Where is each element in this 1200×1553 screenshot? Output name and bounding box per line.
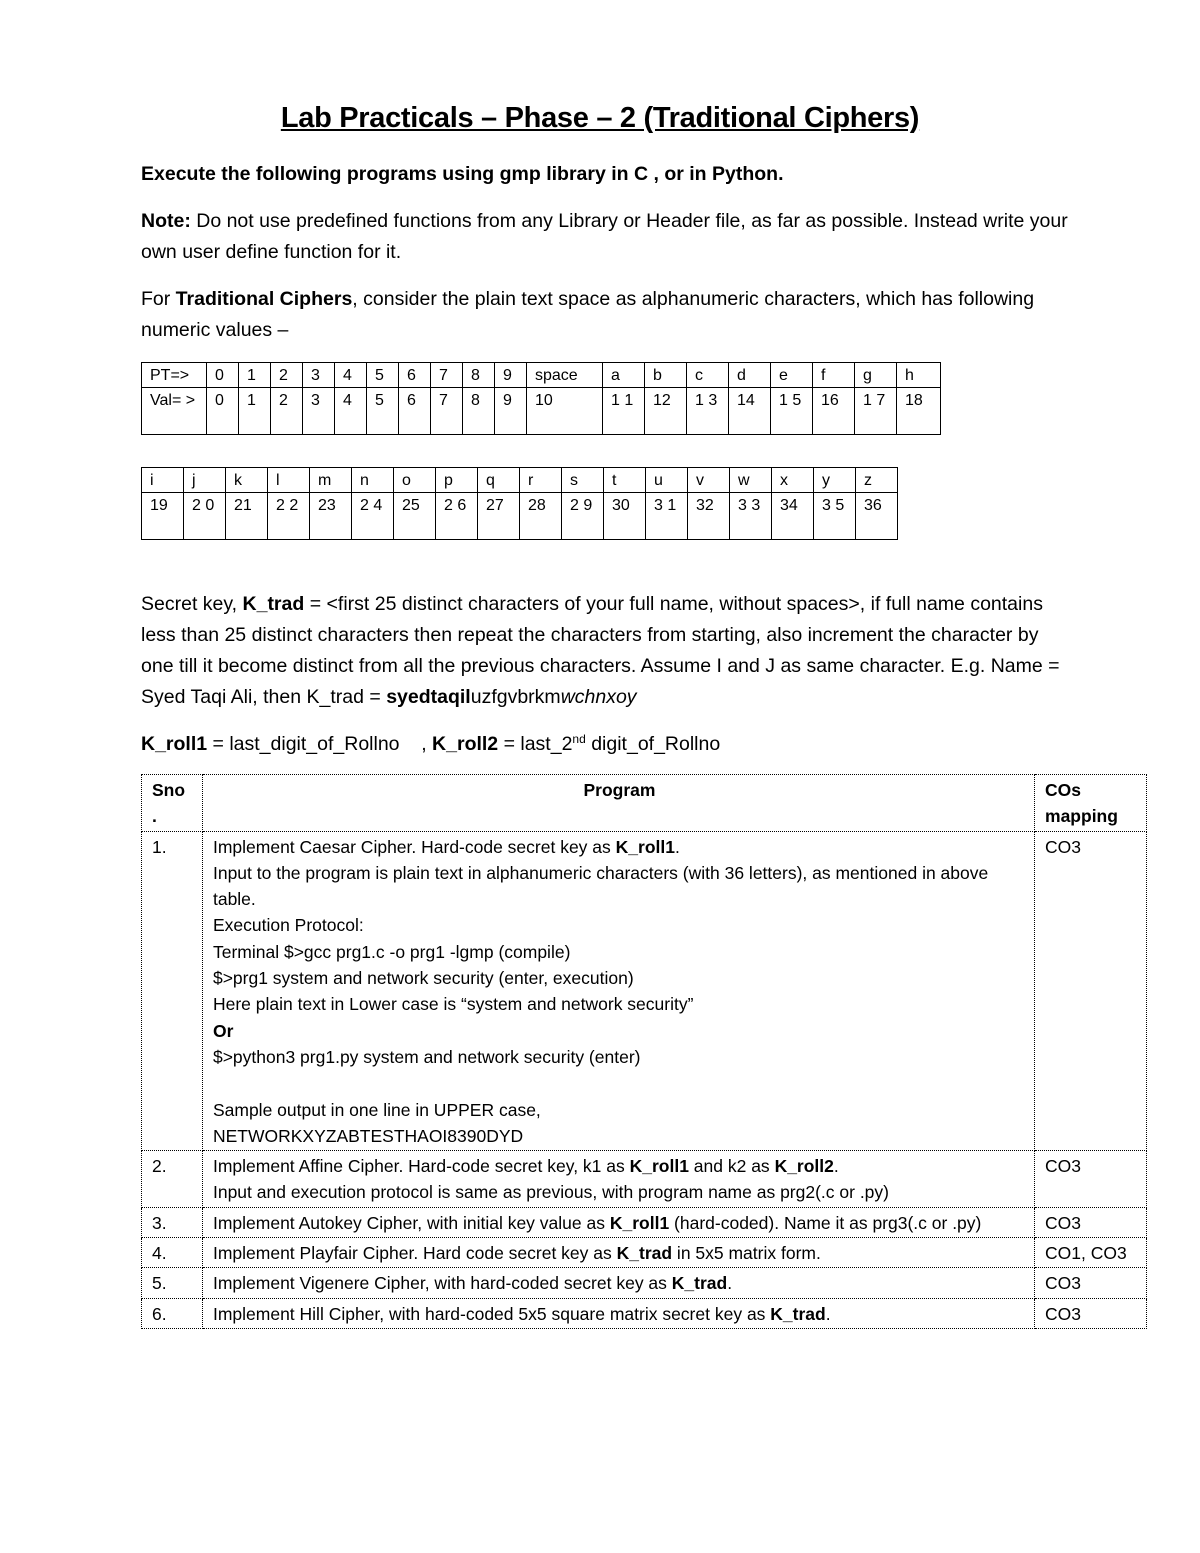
k-roll2-text-a: = last_2 — [498, 733, 573, 755]
pt-cell: 1 — [239, 363, 271, 388]
val-label-cell: Val= > — [142, 388, 207, 435]
pt-cell: p — [436, 468, 478, 493]
val-cell: 18 — [897, 388, 941, 435]
example-key-bold: syedtaqil — [386, 686, 471, 708]
val-cell: 23 — [310, 493, 352, 540]
pt-cell: d — [729, 363, 771, 388]
pt-cell: l — [268, 468, 310, 493]
cos-cell: CO1, CO3 — [1035, 1238, 1147, 1268]
pt-cell: h — [897, 363, 941, 388]
val-cell: 1 5 — [771, 388, 813, 435]
pt-cell: m — [310, 468, 352, 493]
val-cell: 1 3 — [687, 388, 729, 435]
val-cell: 25 — [394, 493, 436, 540]
val-cell: 2 0 — [184, 493, 226, 540]
val-cell: 16 — [813, 388, 855, 435]
val-cell: 4 — [335, 388, 367, 435]
program-row — [142, 1207, 1147, 1237]
val-cell: 2 9 — [562, 493, 604, 540]
cos-cell: CO3 — [1035, 1207, 1147, 1237]
pt-cell: q — [478, 468, 520, 493]
pt-cell: c — [687, 363, 729, 388]
program-cell — [202, 1298, 1034, 1328]
program-line: Implement Hill Cipher, with hard-coded 5x5 square matrix secret key as K_trad. — [212, 1303, 831, 1324]
program-line: $>prg1 system and network security (enter, execution) — [212, 968, 634, 989]
secret-key-paragraph — [141, 589, 1066, 713]
sno-cell: 1. — [142, 831, 203, 1151]
pt-cell: x — [772, 468, 814, 493]
pt-cell: a — [603, 363, 645, 388]
val-cell: 3 1 — [646, 493, 688, 540]
val-cell: 8 — [463, 388, 495, 435]
program-line: $>python3 prg1.py system and network security (enter) — [212, 1046, 641, 1067]
pt-cell: f — [813, 363, 855, 388]
k-trad-label: K_trad — [242, 593, 305, 615]
program-line: Implement Caesar Cipher. Hard-code secret key as K_roll1. — [212, 836, 680, 857]
pt-cell: s — [562, 468, 604, 493]
pt-cell: space — [527, 363, 603, 388]
example-key-italic: wchnxoy — [560, 686, 637, 708]
val-row — [142, 388, 941, 435]
val-cell: 2 2 — [268, 493, 310, 540]
program-cell — [202, 831, 1034, 1151]
plaintext-value-table-2 — [141, 467, 898, 540]
program-line: Implement Vigenere Cipher, with hard-coded secret key as K_trad. — [212, 1273, 733, 1294]
pt-cell: i — [142, 468, 184, 493]
program-row — [142, 1298, 1147, 1328]
program-line: Or — [212, 1020, 234, 1041]
pt-cell: 7 — [431, 363, 463, 388]
pt-cell: b — [645, 363, 687, 388]
val-cell: 32 — [688, 493, 730, 540]
k-roll2-label: K_roll2 — [432, 733, 499, 755]
program-line: Implement Playfair Cipher. Hard code secret key as K_trad in 5x5 matrix form. — [212, 1243, 821, 1264]
cos-cell: CO3 — [1035, 1151, 1147, 1208]
page-title: Lab Practicals – Phase – 2 (Traditional Ciphers) — [280, 102, 920, 134]
pt-cell: 3 — [303, 363, 335, 388]
cos-cell: CO3 — [1035, 1298, 1147, 1328]
val-cell: 7 — [431, 388, 463, 435]
secret-key-pre: Secret key, — [141, 593, 243, 615]
program-line: NETWORKXYZABTESTHAOI8390DYD — [212, 1125, 524, 1146]
val-cell: 14 — [729, 388, 771, 435]
pt-cell: r — [520, 468, 562, 493]
pt-cell: k — [226, 468, 268, 493]
pt-row — [142, 468, 898, 493]
program-line: Execution Protocol: — [212, 915, 364, 936]
pt-cell: 0 — [207, 363, 239, 388]
sno-cell: 3. — [142, 1207, 203, 1237]
program-line: Input and execution protocol is same as previous, with program name as prg2(.c or .py) — [212, 1182, 889, 1203]
val-cell: 2 4 — [352, 493, 394, 540]
instruction-text: Execute the following programs using gmp library in C , or in Python. — [141, 163, 784, 185]
pt-cell: j — [184, 468, 226, 493]
pt-cell: v — [688, 468, 730, 493]
pt-label-cell: PT=> — [142, 363, 207, 388]
cos-cell: CO3 — [1035, 1268, 1147, 1298]
program-cell — [202, 1207, 1034, 1237]
program-line: Terminal $>gcc prg1.c -o prg1 -lgmp (compile) — [212, 941, 571, 962]
program-line: Implement Autokey Cipher, with initial key value as K_roll1 (hard-coded). Name it as prg3(.c or .py) — [212, 1212, 982, 1233]
sno-cell: 6. — [142, 1298, 203, 1328]
val-cell: 2 — [271, 388, 303, 435]
pt-cell: 2 — [271, 363, 303, 388]
program-line: Sample output in one line in UPPER case, — [212, 1099, 541, 1120]
program-cell — [202, 1151, 1034, 1208]
pt-cell: o — [394, 468, 436, 493]
val-cell: 34 — [772, 493, 814, 540]
example-key-normal: uzfgvbrkm — [470, 686, 561, 708]
pt-cell: t — [604, 468, 646, 493]
program-cell — [202, 1268, 1034, 1298]
program-row — [142, 1238, 1147, 1268]
val-cell: 1 7 — [855, 388, 897, 435]
val-cell: 3 — [303, 388, 335, 435]
val-cell: 6 — [399, 388, 431, 435]
val-cell: 5 — [367, 388, 399, 435]
pt-row — [142, 363, 941, 388]
header-sno: Sno . — [142, 775, 203, 832]
note-text: Do not use predefined functions from any Library or Header file, as far as possible. Instead write your own user define function for it. — [141, 210, 1068, 263]
pt-cell: 8 — [463, 363, 495, 388]
sno-cell: 4. — [142, 1238, 203, 1268]
pt-cell: n — [352, 468, 394, 493]
val-cell: 3 5 — [814, 493, 856, 540]
header-program: Program — [202, 775, 1034, 832]
val-cell: 9 — [495, 388, 527, 435]
program-row — [142, 831, 1147, 1151]
cos-cell: CO3 — [1035, 831, 1147, 1151]
plaintext-value-table-1 — [141, 362, 941, 435]
secret-key-text: = <first 25 distinct characters of your full name, without spaces>, if full name contains less than 25 distinct characters then repeat the characters from starting, also increment the character by one till it become distinct from all the previous characters. Assume I and J as same character. E.g. Name = Syed Taqi Ali, then K_trad = — [141, 593, 1060, 708]
val-cell: 21 — [226, 493, 268, 540]
program-line: Input to the program is plain text in alphanumeric characters (with 36 letters), as mentioned in above table. — [212, 862, 989, 910]
program-row — [142, 1151, 1147, 1208]
program-cell — [202, 1238, 1034, 1268]
program-table-header — [142, 775, 1147, 832]
pt-cell: g — [855, 363, 897, 388]
val-cell: 30 — [604, 493, 646, 540]
pt-cell: w — [730, 468, 772, 493]
pt-cell: 9 — [495, 363, 527, 388]
val-cell: 0 — [207, 388, 239, 435]
val-cell: 2 6 — [436, 493, 478, 540]
val-cell: 1 — [239, 388, 271, 435]
traditional-bold: Traditional Ciphers — [175, 288, 353, 310]
pt-cell: 4 — [335, 363, 367, 388]
val-cell: 36 — [856, 493, 898, 540]
val-cell: 19 — [142, 493, 184, 540]
val-cell: 27 — [478, 493, 520, 540]
note-label: Note: — [141, 210, 191, 232]
traditional-suffix: , consider the plain text space as alphanumeric characters, which has following numeric values – — [141, 288, 1035, 341]
val-cell: 1 1 — [603, 388, 645, 435]
sno-cell: 5. — [142, 1268, 203, 1298]
program-line — [213, 1070, 1026, 1096]
val-cell: 10 — [527, 388, 603, 435]
program-line: Here plain text in Lower case is “system and network security” — [212, 994, 694, 1015]
val-cell: 28 — [520, 493, 562, 540]
pt-cell: 6 — [399, 363, 431, 388]
program-row — [142, 1268, 1147, 1298]
k-roll2-text-b: digit_of_Rollno — [585, 733, 721, 755]
pt-cell: z — [856, 468, 898, 493]
traditional-paragraph — [141, 284, 1071, 346]
val-row — [142, 493, 898, 540]
traditional-prefix: For — [141, 288, 176, 310]
pt-cell: 5 — [367, 363, 399, 388]
note-paragraph — [141, 206, 1071, 268]
val-cell: 12 — [645, 388, 687, 435]
pt-cell: u — [646, 468, 688, 493]
k-roll2-sup: nd — [572, 732, 586, 746]
k-roll-line — [141, 729, 1071, 760]
val-cell: 3 3 — [730, 493, 772, 540]
pt-cell: y — [814, 468, 856, 493]
k-roll1-label: K_roll1 — [141, 733, 208, 755]
pt-cell: e — [771, 363, 813, 388]
k-roll1-text: = last_digit_of_Rollno , — [207, 733, 433, 755]
program-line: Implement Affine Cipher. Hard-code secret key, k1 as K_roll1 and k2 as K_roll2. — [212, 1156, 839, 1177]
header-cos: COs mapping — [1035, 775, 1147, 832]
program-table — [141, 774, 1147, 1329]
sno-cell: 2. — [142, 1151, 203, 1208]
